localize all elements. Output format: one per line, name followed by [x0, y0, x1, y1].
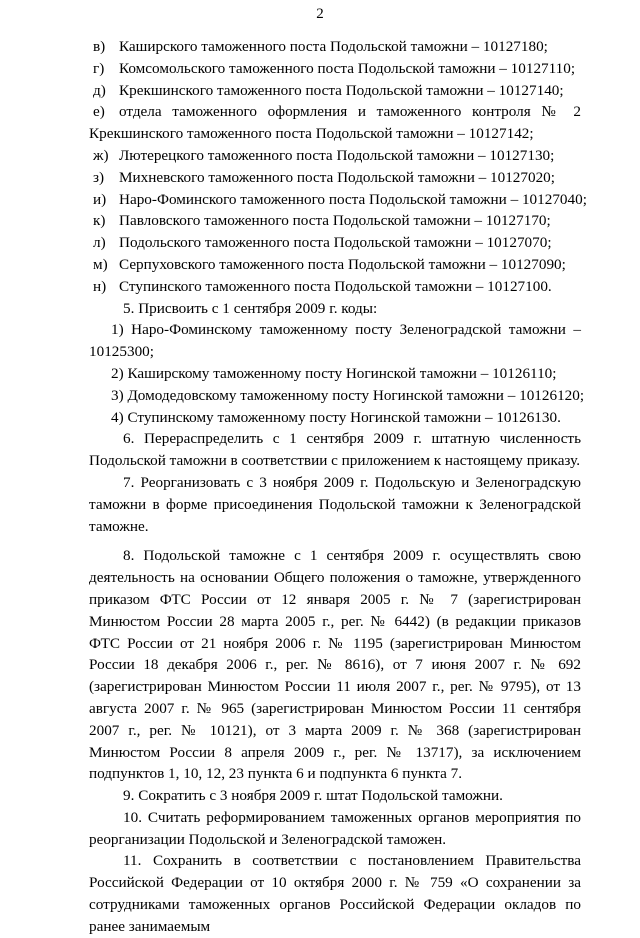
list-item-text: Комсомольского таможенного поста Подольской таможни – 10127110; [119, 59, 576, 77]
list-item-text: Павловского таможенного поста Подольской таможни – 10127170; [119, 212, 551, 230]
item-5-heading: 5. Присвоить с 1 сентября 2009 г. коды: [123, 299, 378, 317]
item-7-paragraph: 7. Реорганизовать с 3 ноября 2009 г. Подольскую и Зеленоградскую таможни в форме присоединения Подольской таможни к Зеленоградской таможне. [89, 473, 581, 535]
list-item-k [89, 210, 581, 232]
item-5-sub-3: 3) Домодедовскому таможенному посту Ногинской таможни – 10126120; [111, 386, 585, 404]
list-item-g [89, 58, 581, 80]
list-item-m [89, 254, 581, 276]
item-5-sub-2: 2) Каширскому таможенному посту Ногинской таможни – 10126110; [111, 364, 557, 382]
item-9-paragraph: 9. Сократить с 3 ноября 2009 г. штат Подольской таможни. [123, 787, 503, 805]
list-item-text: Наро-Фоминского таможенного поста Подольской таможни – 10127040; [119, 190, 587, 208]
list-marker: м) [93, 255, 108, 273]
list-item-l [89, 232, 581, 254]
list-item-text: Лютерецкого таможенного поста Подольской таможни – 10127130; [119, 146, 555, 164]
list-item-text: отдела таможенного оформления и таможенного контроля № 2 Крекшинского таможенного поста Подольской таможни – 10127142; [89, 103, 581, 143]
item-5-sub-1: 1) Наро-Фоминскому таможенному посту Зеленоградской таможни – 10125300; [89, 321, 581, 361]
list-item-n [89, 276, 581, 298]
document-body [89, 36, 587, 938]
list-item-text: Подольского таможенного поста Подольской таможни – 10127070; [119, 234, 552, 252]
page-number: 2 [316, 6, 324, 22]
item-10-paragraph: 10. Считать реформированием таможенных органов мероприятия по реорганизации Подольской и Зеленоградской таможен. [89, 808, 581, 848]
list-item-text: Каширского таможенного поста Подольской таможни – 10127180; [119, 38, 548, 55]
list-item-i [89, 189, 587, 211]
list-item-d [89, 80, 581, 102]
item-11-paragraph: 11. Сохранить в соответствии с постановлением Правительства Российской Федерации от 10 октября 2000 г. № 759 «О сохранении за сотрудниками таможенных органов Российской Федерации окладов по ранее занимаемым [89, 852, 581, 935]
list-marker: д) [93, 81, 106, 99]
list-item-text: Серпуховского таможенного поста Подольской таможни – 10127090; [119, 255, 566, 273]
item-8-paragraph: 8. Подольской таможне с 1 сентября 2009 г. осуществлять свою деятельность на основании Общего положения о таможне, утвержденного приказом ФТС России от 12 января 2005 г. № 7 (зарегистрирован Минюстом России 28 марта 2005 г., рег. № 6442) (в редакции приказов ФТС России от 21 ноября 2006 г. № 1195 (зарегистрирован Минюстом России 18 декабря 2006 г., рег. № 8616), от 7 июня 2007 г. № 692 (зарегистрирован Минюстом России 11 июля 2007 г., рег. № 9795), от 13 августа 2007 г. № 965 (зарегистрирован Минюстом России 11 сентября 2007 г., рег. № 10121), от 3 марта 2009 г. № 368 (зарегистрирован Минюстом России 8 апреля 2009 г., рег. № 13717), за исключением подпунктов 1, 10, 12, 23 пункта 6 и подпункта 6 пункта 7. [89, 547, 581, 783]
list-item-e [89, 101, 581, 145]
list-item-zh [89, 145, 581, 167]
list-item-v [89, 36, 581, 58]
list-marker: к) [93, 212, 106, 230]
list-marker: в) [93, 38, 106, 55]
list-marker: л) [93, 234, 106, 252]
list-marker: и) [93, 190, 107, 208]
list-marker: н) [93, 277, 107, 295]
list-item-text: Ступинского таможенного поста Подольской таможни – 10127100. [119, 277, 552, 295]
list-item-z [89, 167, 581, 189]
list-marker: ж) [93, 146, 109, 164]
list-item-text: Михневского таможенного поста Подольской таможни – 10127020; [119, 168, 555, 186]
list-marker: г) [93, 59, 105, 77]
item-5-sub-4: 4) Ступинскому таможенному посту Ногинской таможни – 10126130. [111, 408, 561, 426]
list-marker: з) [93, 168, 105, 186]
item-6-paragraph: 6. Перераспределить с 1 сентября 2009 г. штатную численность Подольской таможни в соответствии с приложением к настоящему приказу. [89, 430, 581, 470]
list-marker: е) [93, 103, 105, 121]
list-item-text: Крекшинского таможенного поста Подольской таможни – 10127140; [119, 81, 564, 99]
